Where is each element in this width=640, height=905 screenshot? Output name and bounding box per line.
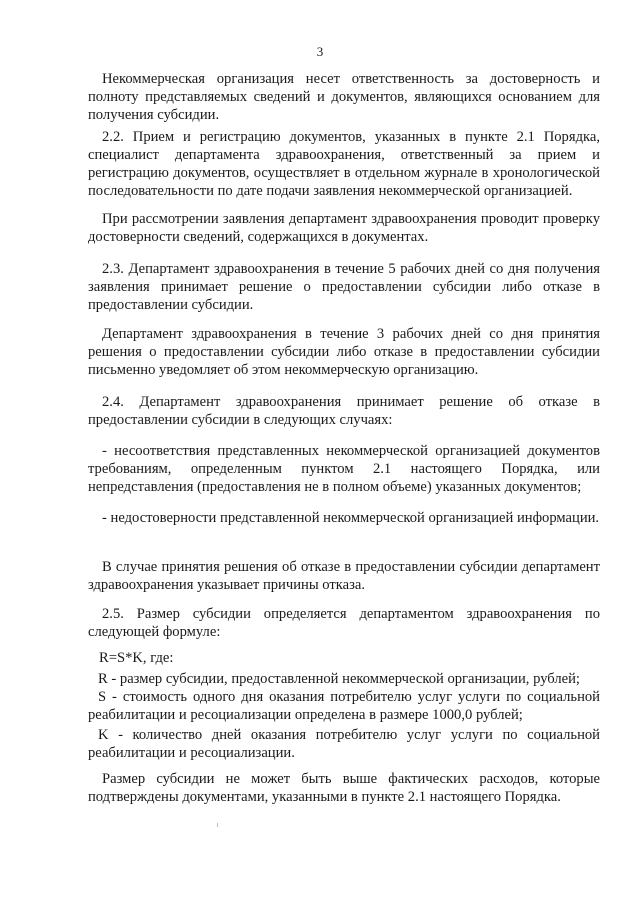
list-item-unreliability: - недостоверности представленной некоммерческой организацией информации. — [102, 510, 600, 526]
formula-r-definition: R - размер субсидии, предоставленной некоммерческой организации, рублей; — [98, 671, 580, 687]
formula-k-definition: K - количество дней оказания потребителю услуг услуги по социальной реабилитации и ресоциализации. — [88, 727, 600, 761]
paragraph-verification: При рассмотрении заявления департамент здравоохранения проводит проверку достоверности сведений, содержащихся в документах. — [88, 211, 600, 245]
page-number: 3 — [316, 44, 324, 59]
paragraph-2-4: 2.4. Департамент здравоохранения принимает решение об отказе в предоставлении субсидии в следующих случаях: — [88, 394, 600, 428]
paragraph-2-5: 2.5. Размер субсидии определяется департаментом здравоохранения по следующей формуле: — [88, 606, 600, 640]
paragraph-notification: Департамент здравоохранения в течение 3 рабочих дней со дня принятия решения о предоставлении субсидии либо отказе в предоставлении субсидии письменно уведомляет об этом некоммерческую организацию. — [88, 326, 600, 378]
paragraph-responsibility: Некоммерческая организация несет ответственность за достоверность и полноту представляемых сведений и документов, являющихся основанием для получения субсидии. — [88, 71, 600, 123]
paragraph-2-3: 2.3. Департамент здравоохранения в течение 5 рабочих дней со дня получения заявления принимает решение о предоставлении субсидии либо отказе в предоставлении субсидии. — [88, 261, 600, 313]
paragraph-refusal-reasons: В случае принятия решения об отказе в предоставлении субсидии департамент здравоохранения указывает причины отказа. — [88, 559, 600, 593]
paragraph-subsidy-limit: Размер субсидии не может быть выше фактических расходов, которые подтверждены документами, указанными в пункте 2.1 настоящего Порядка. — [88, 771, 600, 805]
list-item-nonconformity: - несоответствия представленных некоммерческой организацией документов требованиям, определенным пунктом 2.1 настоящего Порядка, или непредставления (предоставления не в полном объеме) указанных документов; — [88, 443, 600, 495]
paragraph-2-2: 2.2. Прием и регистрацию документов, указанных в пункте 2.1 Порядка, специалист департамента здравоохранения, ответственный за прием и регистрацию документов, осуществляет в отдельном журнале в хронологической последовательности по дате подачи заявления некоммерческой организацией. — [88, 129, 600, 199]
formula-expression: R=S*K, где: — [99, 650, 174, 666]
formula-s-definition: S - стоимость одного дня оказания потребителю услуг услуги по социальной реабилитации и ресоциализации определена в размере 1000,0 рублей; — [88, 689, 600, 723]
scan-speck — [217, 823, 218, 827]
